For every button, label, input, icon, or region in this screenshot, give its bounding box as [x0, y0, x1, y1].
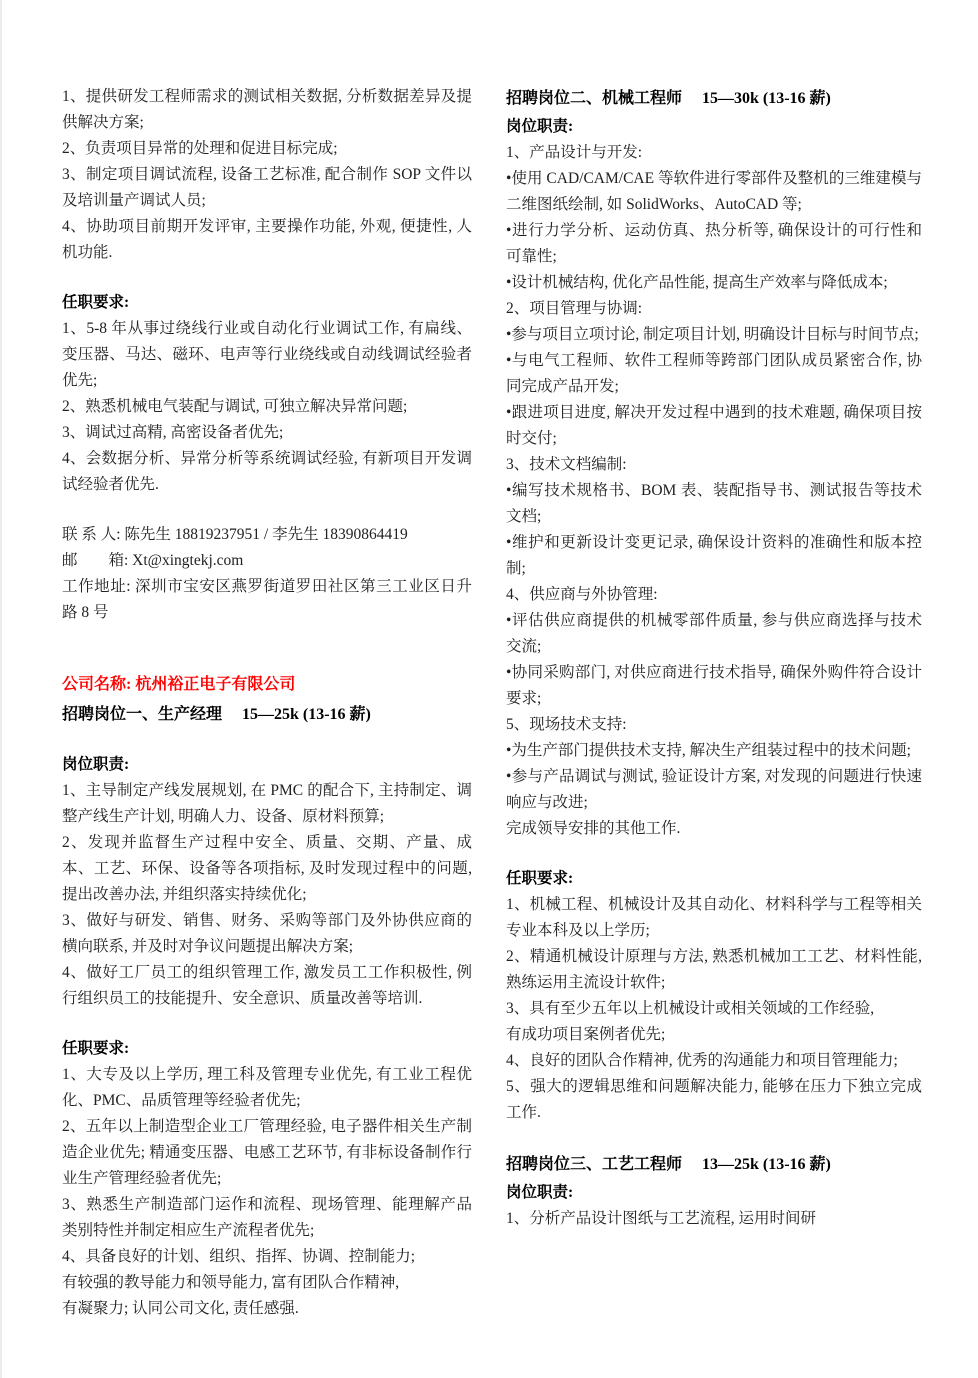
job-title-1: 招聘岗位一、生产经理 15—25k (13-16 薪) [62, 706, 371, 723]
right-column [506, 84, 922, 1378]
requirement-item: 3、熟悉生产制造部门运作和流程、现场管理、能理解产品类别特性并制定相应生产流程者优先; [62, 1196, 472, 1239]
duty-item: •协同采购部门, 对供应商进行技术指导, 确保外购件符合设计要求; [506, 664, 922, 707]
duty-item: •参与项目立项讨论, 制定项目计划, 明确设计目标与时间节点; [506, 326, 919, 343]
duty-item: •使用 CAD/CAM/CAE 等软件进行零部件及整机的三维建模与二维图纸绘制, 如 SolidWorks、AutoCAD 等; [506, 170, 922, 213]
requirement-item: 5、强大的逻辑思维和问题解决能力, 能够在压力下独立完成工作. [506, 1078, 922, 1121]
duty-item: 2、负责项目异常的处理和促进目标完成; [62, 140, 338, 157]
duty-item: 2、项目管理与协调: [506, 300, 643, 317]
duty-item: 5、现场技术支持: [506, 716, 627, 733]
duty-item: 4、协助项目前期开发评审, 主要操作功能, 外观, 便捷性, 人机功能. [62, 218, 472, 261]
duty-item: •维护和更新设计变更记录, 确保设计资料的准确性和版本控制; [506, 534, 922, 577]
duty-item: 1、分析产品设计图纸与工艺流程, 运用时间研 [506, 1210, 817, 1227]
duty-item: 4、做好工厂员工的组织管理工作, 激发员工工作积极性, 例行组织员工的技能提升、安全意识、质量改善等培训. [62, 964, 472, 1007]
section-heading-duties: 岗位职责: [506, 118, 574, 135]
requirement-item: 1、5-8 年从事过绕线行业或自动化行业调试工作, 有扁线、变压器、马达、磁环、电声等行业绕线或自动线调试经验者优先; [62, 320, 472, 389]
duty-item: •设计机械结构, 优化产品性能, 提高生产效率与降低成本; [506, 274, 888, 291]
section-heading-requirements: 任职要求: [62, 1040, 130, 1057]
requirement-item: 4、具备良好的计划、组织、指挥、协调、控制能力; [62, 1248, 416, 1265]
requirement-item: 3、调试过高精, 高密设备者优先; [62, 424, 284, 441]
duty-item: 1、提供研发工程师需求的测试相关数据, 分析数据差异及提供解决方案; [62, 88, 472, 131]
duty-item: •参与产品调试与测试, 验证设计方案, 对发现的问题进行快速响应与改进; [506, 768, 922, 811]
duty-item: 3、制定项目调试流程, 设备工艺标准, 配合制作 SOP 文件以及培训量产调试人员; [62, 166, 472, 209]
requirement-item: 1、机械工程、机械设计及其自动化、材料科学与工程等相关专业本科及以上学历; [506, 896, 922, 939]
duty-item: 4、供应商与外协管理: [506, 586, 658, 603]
duty-item: 1、产品设计与开发: [506, 144, 643, 161]
requirement-item: 有较强的教导能力和领导能力, 富有团队合作精神, [62, 1274, 400, 1291]
job-title-2: 招聘岗位二、机械工程师 15—30k (13-16 薪) [506, 90, 831, 107]
contact-email-line: 邮 箱: Xt@xingtekj.com [62, 552, 244, 569]
company-name: 公司名称: 杭州裕正电子有限公司 [62, 676, 296, 693]
requirement-item: 4、良好的团队合作精神, 优秀的沟通能力和项目管理能力; [506, 1052, 898, 1069]
section-heading-duties: 岗位职责: [62, 756, 130, 773]
duty-item: 1、主导制定产线发展规划, 在 PMC 的配合下, 主持制定、调整产线生产计划, 明确人力、设备、原材料预算; [62, 782, 472, 825]
duty-item: •与电气工程师、软件工程师等跨部门团队成员紧密合作, 协同完成产品开发; [506, 352, 922, 395]
duty-item: 完成领导安排的其他工作. [506, 820, 681, 837]
requirement-item: 2、精通机械设计原理与方法, 熟悉机械加工工艺、材料性能, 熟练运用主流设计软件; [506, 948, 922, 991]
section-heading-requirements: 任职要求: [62, 294, 130, 311]
duty-item: •编写技术规格书、BOM 表、装配指导书、测试报告等技术文档; [506, 482, 922, 525]
contact-address-line: 工作地址: 深圳市宝安区燕罗街道罗田社区第三工业区日升路 8 号 [62, 578, 472, 621]
requirement-item: 1、大专及以上学历, 理工科及管理专业优先, 有工业工程优化、PMC、品质管理等经验者优先; [62, 1066, 472, 1109]
duty-item: 2、发现并监督生产过程中安全、质量、交期、产量、成本、工艺、环保、设备等各项指标, 及时发现过程中的问题, 提出改善办法, 并组织落实持续优化; [62, 834, 472, 903]
left-column [62, 84, 472, 1378]
requirement-item: 有凝聚力; 认同公司文化, 责任感强. [62, 1300, 299, 1317]
duty-item: •进行力学分析、运动仿真、热分析等, 确保设计的可行性和可靠性; [506, 222, 922, 265]
section-heading-duties: 岗位职责: [506, 1184, 574, 1201]
section-heading-requirements: 任职要求: [506, 870, 574, 887]
requirement-item: 2、五年以上制造型企业工厂管理经验, 电子器件相关生产制造企业优先; 精通变压器、电感工艺环节, 有非标设备制作行业生产管理经验者优先; [62, 1118, 472, 1187]
requirement-item: 3、具有至少五年以上机械设计或相关领域的工作经验, [506, 1000, 875, 1017]
duty-item: 3、技术文档编制: [506, 456, 627, 473]
requirement-item: 有成功项目案例者优先; [506, 1026, 666, 1043]
job-title-3: 招聘岗位三、工艺工程师 13—25k (13-16 薪) [506, 1156, 831, 1173]
contact-person-line: 联 系 人: 陈先生 18819237951 / 李先生 18390864419 [62, 526, 408, 543]
duty-item: •为生产部门提供技术支持, 解决生产组装过程中的技术问题; [506, 742, 911, 759]
requirement-item: 2、熟悉机械电气装配与调试, 可独立解决异常问题; [62, 398, 408, 415]
duty-item: •跟进项目进度, 解决开发过程中遇到的技术难题, 确保项目按时交付; [506, 404, 922, 447]
requirement-item: 4、会数据分析、异常分析等系统调试经验, 有新项目开发调试经验者优先. [62, 450, 472, 493]
duty-item: 3、做好与研发、销售、财务、采购等部门及外协供应商的横向联系, 并及时对争议问题提出解决方案; [62, 912, 472, 955]
duty-item: •评估供应商提供的机械零部件质量, 参与供应商选择与技术交流; [506, 612, 922, 655]
